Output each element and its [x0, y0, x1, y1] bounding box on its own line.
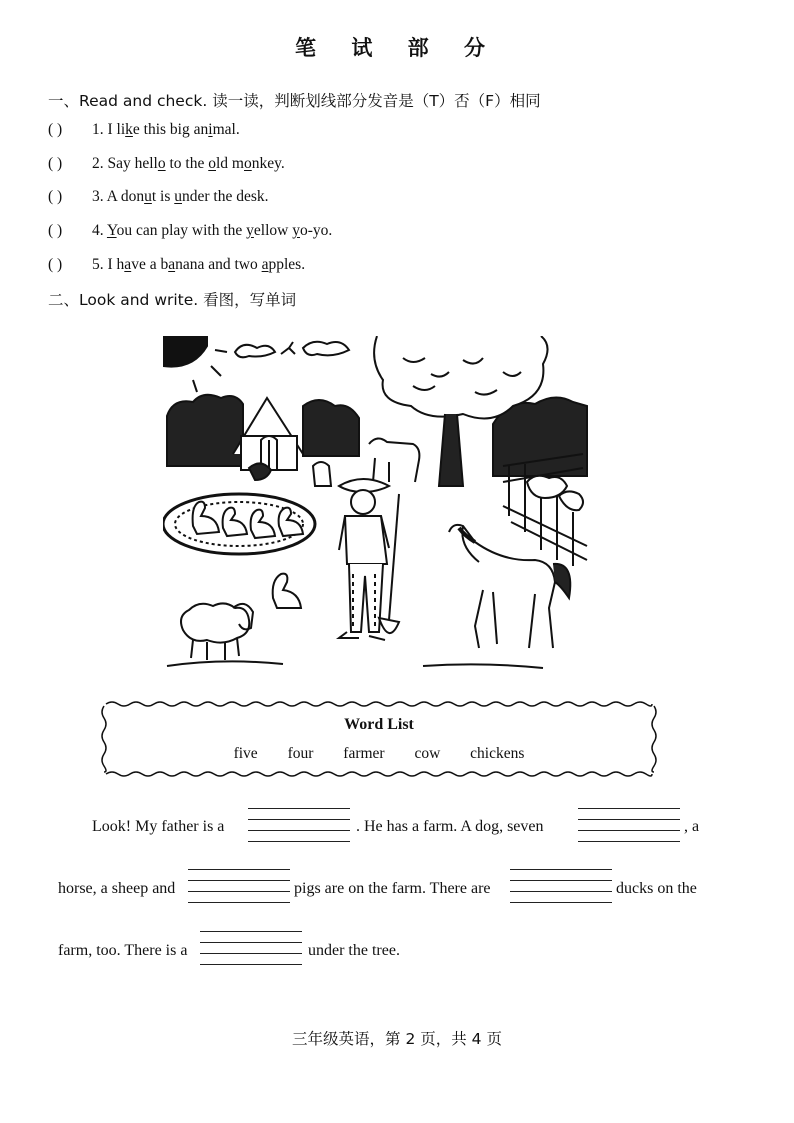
answer-paren[interactable]: ( ): [48, 121, 63, 138]
word-item: farmer: [343, 745, 385, 762]
question-5: ( ) 5. I have a banana and two apples.: [48, 256, 306, 273]
passage-text: ducks on the: [616, 880, 697, 897]
question-1: ( ) 1. I like this big animal.: [48, 121, 240, 138]
sheep-icon: [181, 603, 249, 642]
passage-text: . He has a farm. A dog, seven: [356, 818, 544, 835]
tree-trunk: [439, 414, 463, 486]
answer-paren[interactable]: ( ): [48, 188, 63, 205]
duck-icon: [273, 574, 301, 608]
question-4: ( ) 4. You can play with the yellow yo-yo.: [48, 222, 333, 239]
answer-blank[interactable]: [200, 931, 302, 965]
word-item: four: [287, 745, 314, 762]
sun-icon: [163, 336, 207, 367]
shovel-icon: [389, 494, 399, 620]
question-3: ( ) 3. A donut is under the desk.: [48, 188, 269, 205]
farm-illustration: [163, 336, 591, 672]
page-title: 笔 试 部 分: [295, 36, 499, 60]
pig-icon: [559, 491, 583, 510]
answer-paren[interactable]: ( ): [48, 222, 63, 239]
passage-text: under the tree.: [308, 942, 400, 959]
answer-paren[interactable]: ( ): [48, 155, 63, 172]
answer-paren[interactable]: ( ): [48, 256, 63, 273]
section2-heading: 二、Look and write. 看图，写单词: [48, 291, 297, 309]
word-item: chickens: [470, 745, 525, 762]
passage-text: pigs are on the farm. There are: [294, 880, 491, 897]
section1-heading: 一、Read and check. 读一读，判断划线部分发音是（T）否（F）相同: [48, 92, 541, 110]
word-list-title: Word List: [344, 716, 414, 733]
question-2: ( ) 2. Say hello to the old monkey.: [48, 155, 285, 172]
word-item: five: [233, 745, 258, 762]
page-footer: 三年级英语，第 2 页，共 4 页: [292, 1030, 502, 1048]
word-list-frame: [100, 700, 658, 778]
word-item: cow: [414, 745, 441, 762]
passage-text: Look! My father is a: [92, 818, 225, 835]
dog-icon: [313, 462, 331, 486]
passage-text: horse, a sheep and: [58, 880, 176, 897]
chickens: [249, 463, 271, 480]
passage-text: , a: [684, 818, 700, 835]
answer-blank[interactable]: [578, 808, 680, 842]
bushes: [167, 395, 243, 466]
answer-blank[interactable]: [510, 869, 612, 903]
cloud-icon: [303, 342, 349, 356]
word-list-words: [100, 745, 658, 763]
cow-icon: [369, 438, 419, 482]
answer-blank[interactable]: [188, 869, 290, 903]
cloud-icon: [235, 345, 275, 358]
bird-icon: [281, 342, 295, 354]
horse-icon: [449, 525, 555, 648]
passage-text: farm, too. There is a: [58, 942, 188, 959]
answer-blank[interactable]: [248, 808, 350, 842]
